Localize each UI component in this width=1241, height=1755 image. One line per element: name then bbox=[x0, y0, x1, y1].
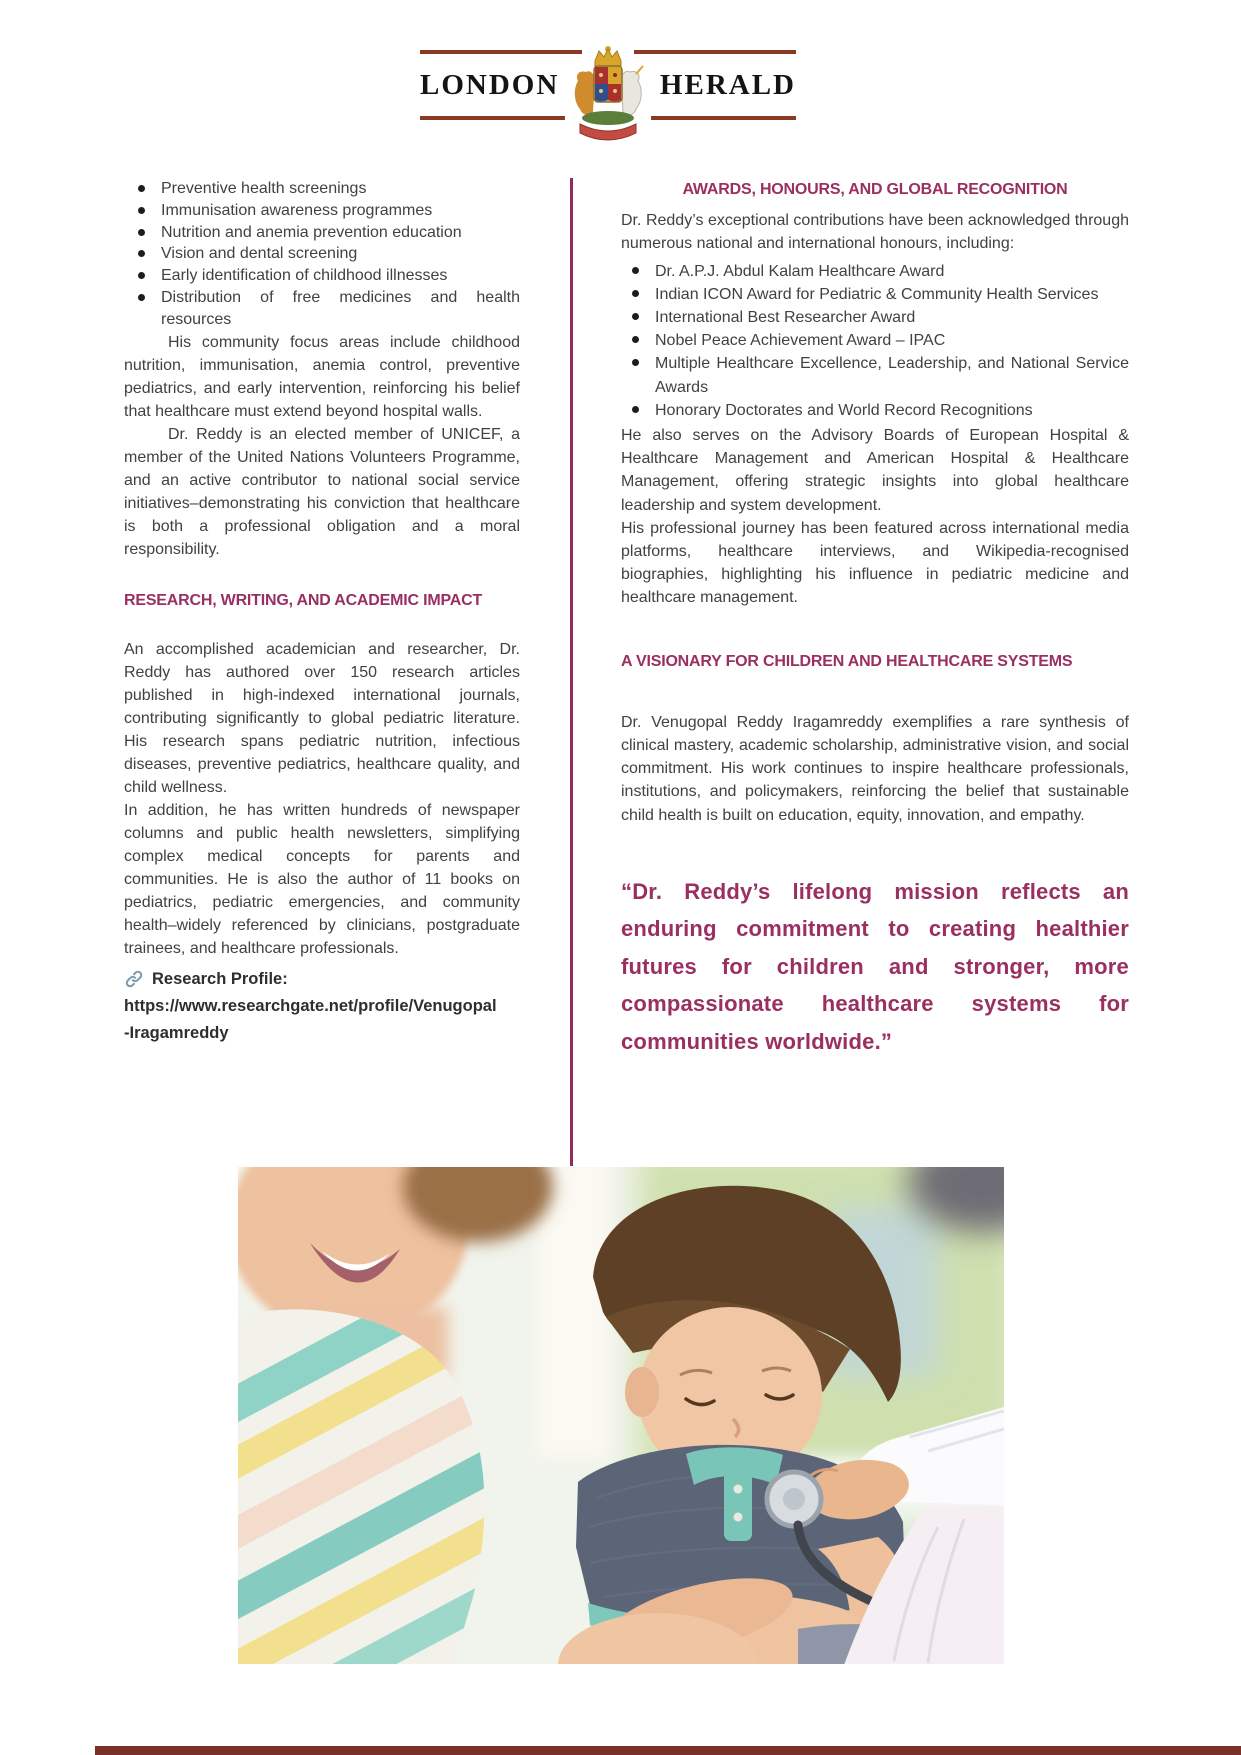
award-item: Dr. A.P.J. Abdul Kalam Healthcare Award bbox=[655, 260, 1129, 283]
list-item: Preventive health screenings bbox=[161, 178, 520, 200]
link-icon bbox=[124, 969, 144, 989]
visionary-section-heading: A VISIONARY FOR CHILDREN AND HEALTHCARE SYSTEMS bbox=[621, 652, 1073, 670]
research-profile-block bbox=[124, 966, 520, 1047]
article-photo bbox=[238, 1167, 1004, 1664]
footer-bar bbox=[95, 1746, 1241, 1755]
royal-coat-of-arms-icon bbox=[569, 44, 647, 148]
research-profile-url-line2[interactable]: -Iragamreddy bbox=[124, 1023, 229, 1042]
doctor-examining-child-photo bbox=[238, 1167, 1004, 1664]
unicef-paragraph: Dr. Reddy is an elected member of UNICEF, a member of the United Nations Volunteers Programme, and an active contributor to national social service initiatives–demonstrating his conviction that healthcare is both a professional obligation and a moral responsibility. bbox=[124, 425, 520, 558]
list-item: Vision and dental screening bbox=[161, 243, 520, 265]
masthead-title-right: HERALD bbox=[659, 68, 796, 101]
list-item: Distribution of free medicines and health resources bbox=[161, 287, 520, 331]
research-paragraph-1: An accomplished academician and researcher, Dr. Reddy has authored over 150 research articles published in high-indexed international journals, contributing significantly to global pediatric literature. His research spans pediatric nutrition, infectious diseases, preventive pediatrics, healthcare quality, and child wellness. bbox=[124, 640, 520, 796]
column-divider bbox=[570, 178, 573, 1166]
award-item: Nobel Peace Achievement Award – IPAC bbox=[655, 329, 1129, 352]
visionary-paragraph: Dr. Venugopal Reddy Iragamreddy exemplifies a rare synthesis of clinical mastery, academic scholarship, administrative vision, and social commitment. His work continues to inspire healthcare professionals, institutions, and policymakers, reinforcing the belief that sustainable child health is built on education, equity, innovation, and empathy. bbox=[621, 713, 1129, 824]
research-section-heading: RESEARCH, WRITING, AND ACADEMIC IMPACT bbox=[124, 591, 483, 609]
left-column bbox=[124, 178, 520, 1047]
award-item: Multiple Healthcare Excellence, Leadership, and National Service Awards bbox=[655, 352, 1129, 398]
awards-section-heading: AWARDS, HONOURS, AND GLOBAL RECOGNITION bbox=[682, 181, 1068, 198]
list-item: Early identification of childhood illnesses bbox=[161, 265, 520, 287]
awards-list bbox=[621, 260, 1129, 422]
award-item: Honorary Doctorates and World Record Recognitions bbox=[655, 399, 1129, 422]
list-item: Nutrition and anemia prevention education bbox=[161, 222, 520, 244]
media-paragraph: His professional journey has been featured across international media platforms, healthcare interviews, and Wikipedia-recognised biographies, highlighting his influence in pediatric medicine and healthcare management. bbox=[621, 519, 1129, 607]
award-item: International Best Researcher Award bbox=[655, 306, 1129, 329]
award-item: Indian ICON Award for Pediatric & Community Health Services bbox=[655, 283, 1129, 306]
right-column bbox=[621, 178, 1129, 1060]
research-profile-url-line1[interactable]: https://www.researchgate.net/profile/Venugopal bbox=[124, 996, 497, 1015]
pull-quote: “Dr. Reddy’s lifelong mission reflects an enduring commitment to creating healthier futures for children and stronger, more compassionate healthcare systems for communities worldwide.” bbox=[621, 878, 1129, 1054]
research-profile-label: Research Profile: bbox=[152, 969, 288, 988]
masthead bbox=[420, 50, 796, 120]
community-programs-list bbox=[124, 178, 520, 331]
research-paragraph-2: In addition, he has written hundreds of newspaper columns and public health newsletters, simplifying complex medical concepts for parents and communities. He is also the author of 11 books on pediatrics, pediatric emergencies, and community health–widely referenced by clinicians, postgraduate trainees, and healthcare professionals. bbox=[124, 801, 520, 957]
research-profile-link[interactable] bbox=[124, 993, 520, 1047]
awards-intro-paragraph: Dr. Reddy’s exceptional contributions have been acknowledged through numerous national and international honours, including: bbox=[621, 212, 1129, 253]
advisory-paragraph: He also serves on the Advisory Boards of European Hospital & Healthcare Management and American Hospital & Healthcare Management, offering strategic insights into global healthcare leadership and system development. bbox=[621, 427, 1129, 514]
masthead-title-left: LONDON bbox=[420, 68, 560, 101]
list-item: Immunisation awareness programmes bbox=[161, 200, 520, 222]
community-paragraph: His community focus areas include childhood nutrition, immunisation, anemia control, preventive pediatrics, and early intervention, reinforcing his belief that healthcare must extend beyond hospital walls. bbox=[124, 333, 520, 420]
